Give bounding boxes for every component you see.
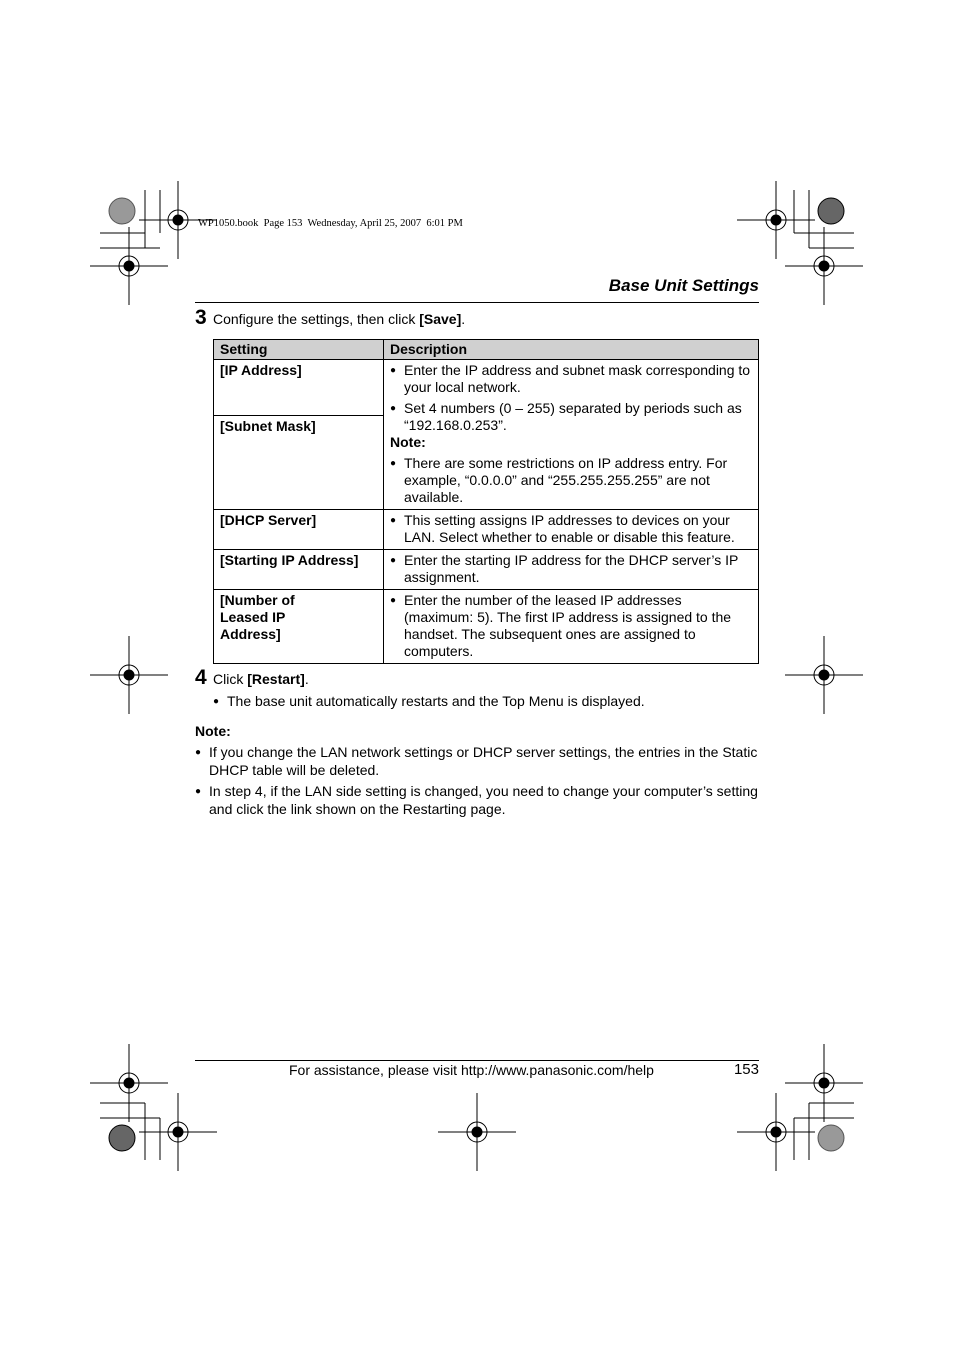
table-row: [214, 550, 759, 590]
crosshair-icon: [737, 181, 815, 259]
save-label: [Save]: [419, 311, 462, 327]
table-row: [214, 510, 759, 550]
note-item: ● If you change the LAN network settings or DHCP server settings, the entries in the Static DHCP table will be deleted.: [195, 744, 761, 779]
bullet-item: ● Enter the IP address and subnet mask corresponding to your local network.: [390, 362, 752, 396]
settings-table: [213, 339, 759, 664]
step-punct: .: [304, 671, 309, 687]
setting-cell: [Number of Leased IP Address]: [214, 590, 384, 664]
step-punct: .: [461, 311, 466, 327]
bullet-item: ● Enter the number of the leased IP addresses (maximum: 5). The first IP address is assigned to the handset. The subsequent ones are assigned to computers.: [390, 592, 752, 660]
color-target-icon: [818, 198, 844, 224]
crosshair-icon: [785, 636, 863, 714]
crosshair-icon: [90, 1044, 168, 1122]
restart-label: [Restart]: [247, 671, 305, 687]
content-flow: [195, 306, 761, 818]
color-target-icon: [109, 198, 135, 224]
header-rule: [195, 302, 759, 303]
step-text: Click: [213, 671, 248, 687]
setting-cell: [DHCP Server]: [214, 510, 384, 550]
step-text: Configure the settings, then click: [213, 311, 420, 327]
table-header-row: [214, 340, 759, 360]
step-4: [195, 666, 761, 691]
table-row: [214, 360, 759, 416]
setting-subnet-mask: [Subnet Mask]: [214, 416, 384, 510]
header-description: Description: [384, 340, 759, 360]
description-cell: [384, 510, 759, 550]
header-setting: Setting: [214, 340, 384, 360]
crosshair-icon: [90, 227, 168, 305]
crosshair-icon: [438, 1093, 516, 1171]
bullet-item: ● There are some restrictions on IP address entry. For example, “0.0.0.0” and “255.255.255.255” are not available.: [390, 455, 752, 506]
table-row: [214, 590, 759, 664]
bullet-item: ● Set 4 numbers (0 – 255) separated by periods such as “192.168.0.253”.: [390, 400, 752, 434]
crosshair-icon: [90, 636, 168, 714]
footer-rule: [195, 1060, 759, 1061]
note-label: Note:: [390, 434, 426, 450]
ip-description: [384, 360, 759, 510]
note-label: Note:: [195, 722, 231, 739]
bullet-item: ● Enter the starting IP address for the DHCP server’s IP assignment.: [390, 552, 752, 586]
assistance-text: For assistance, please visit http://www.panasonic.com/help: [289, 1062, 654, 1078]
section-title: Base Unit Settings: [608, 276, 759, 295]
crosshair-icon: [139, 1093, 217, 1171]
setting-ip-address: [IP Address]: [214, 360, 384, 416]
crosshair-icon: [785, 227, 863, 305]
page-number: 153: [733, 1061, 759, 1078]
crosshair-icon: [737, 1093, 815, 1171]
note-item: ● In step 4, if the LAN side setting is changed, you need to change your computer’s setting and click the link shown on the Restarting page.: [195, 783, 761, 818]
description-cell: [384, 590, 759, 664]
color-target-icon: [109, 1125, 135, 1151]
setting-cell: [Starting IP Address]: [214, 550, 384, 590]
step-number: 4: [195, 666, 207, 689]
note-list: [195, 744, 761, 818]
bullet-item: ● This setting assigns IP addresses to devices on your LAN. Select whether to enable or disable this feature.: [390, 512, 752, 546]
step-3: [195, 306, 761, 331]
description-cell: [384, 550, 759, 590]
step-number: 3: [195, 306, 207, 329]
bullet-item: ● The base unit automatically restarts and the Top Menu is displayed.: [213, 693, 761, 711]
color-target-icon: [818, 1125, 844, 1151]
book-info: WP1050.book Page 153 Wednesday, April 25, 2007 6:01 PM: [198, 218, 463, 229]
crosshair-icon: [785, 1044, 863, 1122]
